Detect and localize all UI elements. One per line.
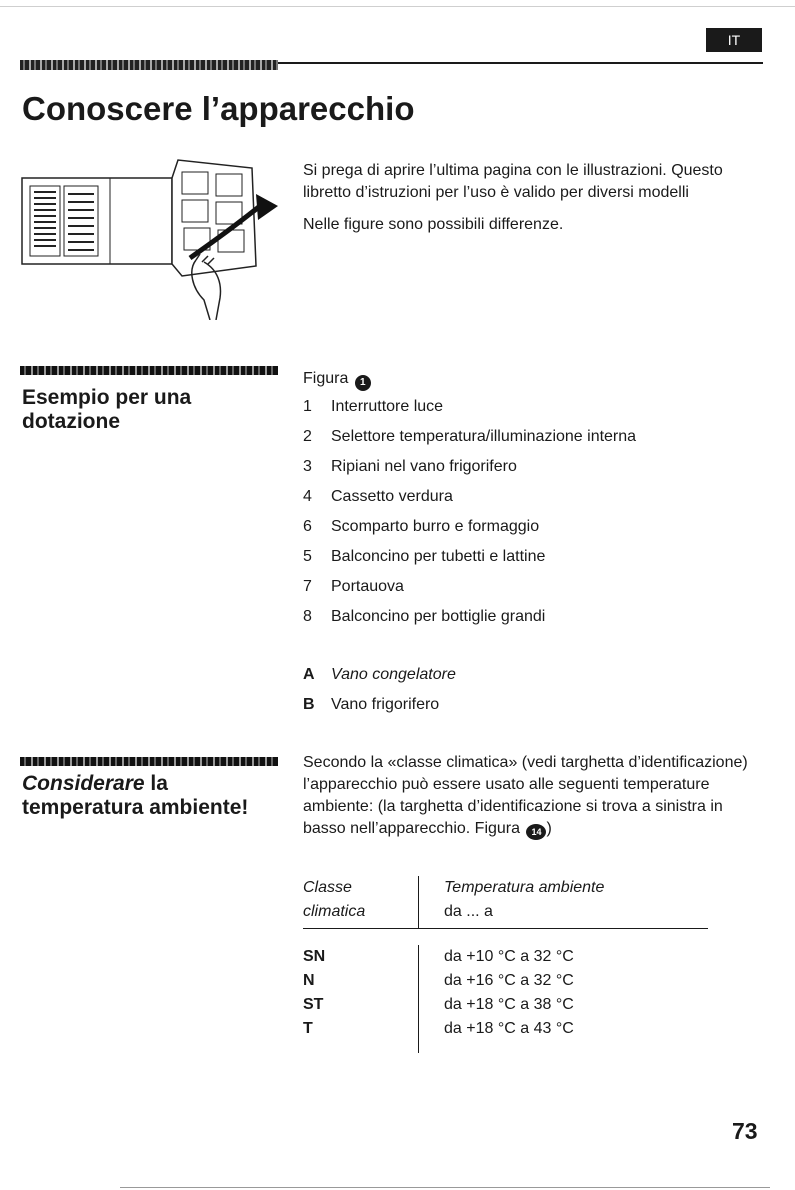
ambient-text: Secondo la «classe climatica» (vedi targhetta d’identificazione) l’apparecchio può essere usato alle seguenti temperature ambiente: (la targhetta d’identificazione si trova a sinistra in basso nell’apparecchio. Figura 14 )	[303, 752, 758, 840]
list-item: 3 Ripiani nel vano frigorifero	[303, 458, 517, 475]
list-item: 2 Selettore temperatura/illuminazione interna	[303, 428, 637, 445]
header-rule-pattern	[20, 60, 278, 70]
table-cell: SN	[303, 948, 326, 965]
figure-number-badge: 1	[355, 375, 371, 391]
ambient-paragraph: Secondo la «classe climatica» (vedi targhetta d’identificazione) l’apparecchio può essere usato alle seguenti temperature ambiente: (la targhetta d’identificazione si trova a sinistra in basso nell’apparecchio. Figura	[303, 754, 748, 837]
column-header-temperature: Temperatura ambiente da ... a	[444, 879, 605, 920]
table-header	[303, 876, 708, 929]
table-cell: da +18 °C a 38 °C	[444, 996, 574, 1013]
language-tag: IT	[706, 28, 762, 52]
table-cell: da +16 °C a 32 °C	[444, 972, 574, 989]
list-item: 5 Balconcino per tubetti e lattine	[303, 548, 546, 565]
column-header-class: Classe climatica	[303, 876, 419, 928]
page-title: Conoscere l’apparecchio	[22, 90, 415, 127]
ambient-heading: Considerare la temperatura ambiente!	[22, 772, 249, 819]
list-item: B Vano frigorifero	[303, 696, 440, 713]
section-rule-ambient	[20, 757, 278, 766]
class-column	[303, 945, 419, 1053]
equipment-list	[303, 398, 636, 638]
table-cell: da +10 °C a 32 °C	[444, 948, 574, 965]
list-item: 8 Balconcino per bottiglie grandi	[303, 608, 546, 625]
table-cell: T	[303, 1020, 313, 1037]
intro-paragraph-1: Si prega di aprire l’ultima pagina con le illustrazioni. Questo libretto d’istruzioni per l’uso è valido per diversi modelli	[303, 162, 723, 201]
intro-text	[303, 160, 758, 246]
equipment-heading: Esempio per una dotazione	[22, 386, 192, 433]
booklet-illustration-icon	[20, 158, 282, 320]
figure-label: Figura	[303, 370, 349, 387]
list-item: 7 Portauova	[303, 578, 404, 595]
bottom-rule	[120, 1187, 770, 1188]
figure-14-badge: 14	[526, 824, 546, 840]
compartment-list	[303, 666, 456, 726]
range-column	[419, 945, 574, 1053]
intro-paragraph-2: Nelle figure sono possibili differenze.	[303, 216, 564, 233]
page-number: 73	[732, 1118, 758, 1144]
table-body	[303, 929, 708, 1053]
list-item: A Vano congelatore	[303, 666, 456, 683]
list-item: 1 Interruttore luce	[303, 398, 444, 415]
table-cell: da +18 °C a 43 °C	[444, 1020, 574, 1037]
list-item: 6 Scomparto burro e formaggio	[303, 518, 540, 535]
figure-reference	[303, 368, 371, 391]
table-cell: N	[303, 972, 315, 989]
table-cell: ST	[303, 996, 324, 1013]
top-rule	[0, 6, 795, 7]
list-item: 4 Cassetto verdura	[303, 488, 453, 505]
section-rule-equipment	[20, 366, 278, 375]
climate-class-table	[303, 876, 708, 1053]
